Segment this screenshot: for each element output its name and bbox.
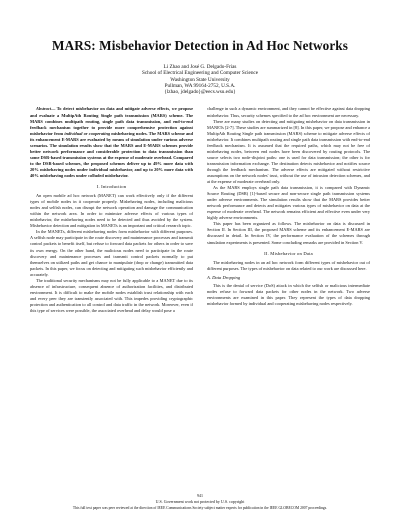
subsection-paragraph: This is the denial of service (DoS) attack in which the selfish or malicious intermediate nodes refuse to forward data packets for other nodes in the network. Two adverse environments are examined in this paper. They represent the types of data dropping misbehavior formed by individual and cooperating misbehaving nodes respectively. [207, 282, 370, 306]
section-heading-introduction: I. Introduction [96, 184, 127, 190]
two-column-body [30, 106, 370, 314]
subsection-heading-data-dropping: A. Data Dropping [207, 274, 241, 280]
intro-paragraph-continued: challenge in such a dynamic environment, and they cannot be effective against data dropping misbehavior. Thus, security schemes specified to the ad hoc environment are necessary. [207, 106, 370, 118]
section-heading-misbehavior: II. Misbehavior on Data [264, 250, 313, 256]
paper-title: MARS: Misbehavior Detection in Ad Hoc Networks [52, 38, 348, 53]
author-address: Pullman, WA 99164-2752, U.S.A. [164, 82, 236, 89]
review-notice: This full text paper was peer reviewed at the direction of IEEE Communications Society subject matter experts for publication in the IEEE GLOBECOM 2007 proceedings. [72, 506, 328, 510]
author-names: Li Zhao and José G. Delgado-Frias [163, 64, 237, 70]
page-number: 941 [197, 493, 203, 498]
abstract-text-2: misbehaving nodes. The MARS scheme and its enhancement E-MARS are evaluated by means of simulation under various adverse scenarios. The simulation results show that the MARS and E-MARS schemes provide better network performance and considerable protection to data transmission than some DSR-based transmission systems at the expense of moderate overhead. Compared to the DSR-based schemes, the proposed schemes deliver up to 49% more data with 20% misbehaving nodes under individual misbehavior, and up to 20% more data with 40% misbehaving nodes under colluded misbehavior. [30, 130, 193, 178]
author-school: School of Electrical Engineering and Computer Science [141, 70, 259, 77]
copyright-notice: U.S. Government work not protected by U.S. copyright [155, 499, 245, 504]
intro-paragraph: There are many studies on detecting and mitigating misbehavior on data transmission in MANETs [2-7]. These studies are summarized in [8]. In this paper, we propose and enhance a MultipAth Routing Single path transmission (MARS) scheme to mitigate adverse effects of misbehavior. It combines multipath routing and single path data transmission with end-to-end feedback mechanism. It is assumed that the required paths, which may not be free of misbehaving nodes, between end nodes have been discovered by routing protocols. The source selects two node-disjoint paths: one is used for data transmission; the other is for transmission information exchange. The destination detects misbehavior and notifies source through the feedback mechanism. The adverse effects are mitigated without restrictive assumptions on the network nodes' trust, without the use of intrusion detection schemes, and at the expense of moderate overhead only. [207, 118, 371, 185]
intro-paragraph: The traditional security mechanisms may not be fully applicable to a MANET due to its absence of infrastructure, consequent absence of authorization facilities, and distributed environment. It is difficult to make the mobile nodes establish trust relationship with each and every peer they are transiently associated with. This impedes providing cryptographic protection and authentication to all control and data traffic in the network. Moreover, even if this type of services were possible, the associated overhead and delay would pose a [30, 277, 193, 313]
left-column [30, 106, 193, 314]
intro-paragraph: As the MARS employs single path data transmission, it is compared with Dynamic Source Routing (DSR) [1]-based secure and non-secure single path transmission systems under adverse environments. The simulation results show that the MARS provides better network performance and detects and mitigates various types of misbehavior on data at the expense of moderate overhead. The network remains efficient and effective even under very highly adverse environments. [207, 185, 370, 221]
right-column [207, 106, 370, 314]
abstract-label: Abstract [36, 106, 51, 112]
author-emails: {lzhao, jdelgado}@eecs.wsu.edu} [164, 89, 236, 96]
author-block [30, 64, 370, 95]
abstract-text-1: — To detect misbehavior on data and mitigate adverse effects, we propose and evaluate a MultipAth Routing Single path transmission (MARS) scheme. The MARS combines multipath routing, single path data transmission, and end-to-end feedback mechanism together to provide more comprehensive protection against misbehavior from [30, 106, 193, 136]
abstract-emphasis: individual or cooperating [64, 130, 111, 136]
abstract [30, 106, 193, 179]
section-paragraph: The misbehaving nodes in an ad hoc network form different types of misbehavior out of different purposes. The types of misbehavior on data related to our work are discussed here. [207, 259, 370, 271]
intro-paragraph: In the MANETs, different misbehaving nodes form misbehavior with different purposes. A selfish node may participate in the route discovery and maintenance processes and transmit control packets to benefit itself, but refuse to forward data packets for others in order to save its own energy. On the other hand, the malicious nodes need to participate in the route discovery and maintenance processes and transmit control packets normally to put themselves on utilized paths and get chance to manipulate (drop or change) transmitted data packets. In this paper, we focus on detecting and mitigating such misbehavior efficiently and accurately. [30, 229, 193, 277]
author-university: Washington State University [170, 76, 230, 83]
intro-paragraph: An open mobile ad hoc network (MANET) can work effectively only if the different types of mobile nodes in it cooperate properly. Misbehaving nodes, including malicious nodes and selfish nodes, can disrupt the network operation and damage the communication within the network area. In order to minimize adverse effects of various types of misbehavior, the misbehaving nodes need to be detected and thus avoided by the system. Misbehavior detection and mitigation in MANETs is an important and critical research topic. [30, 193, 193, 229]
intro-paragraph: This paper has been organized as follows. The misbehavior on data is discussed in Section II. In Section III, the proposed MARS scheme and its enhancement E-MARS are discussed in detail. In Section IV, the performance evaluation of the schemes through simulation experiments is presented. Some concluding remarks are provided in Section V. [207, 221, 370, 245]
